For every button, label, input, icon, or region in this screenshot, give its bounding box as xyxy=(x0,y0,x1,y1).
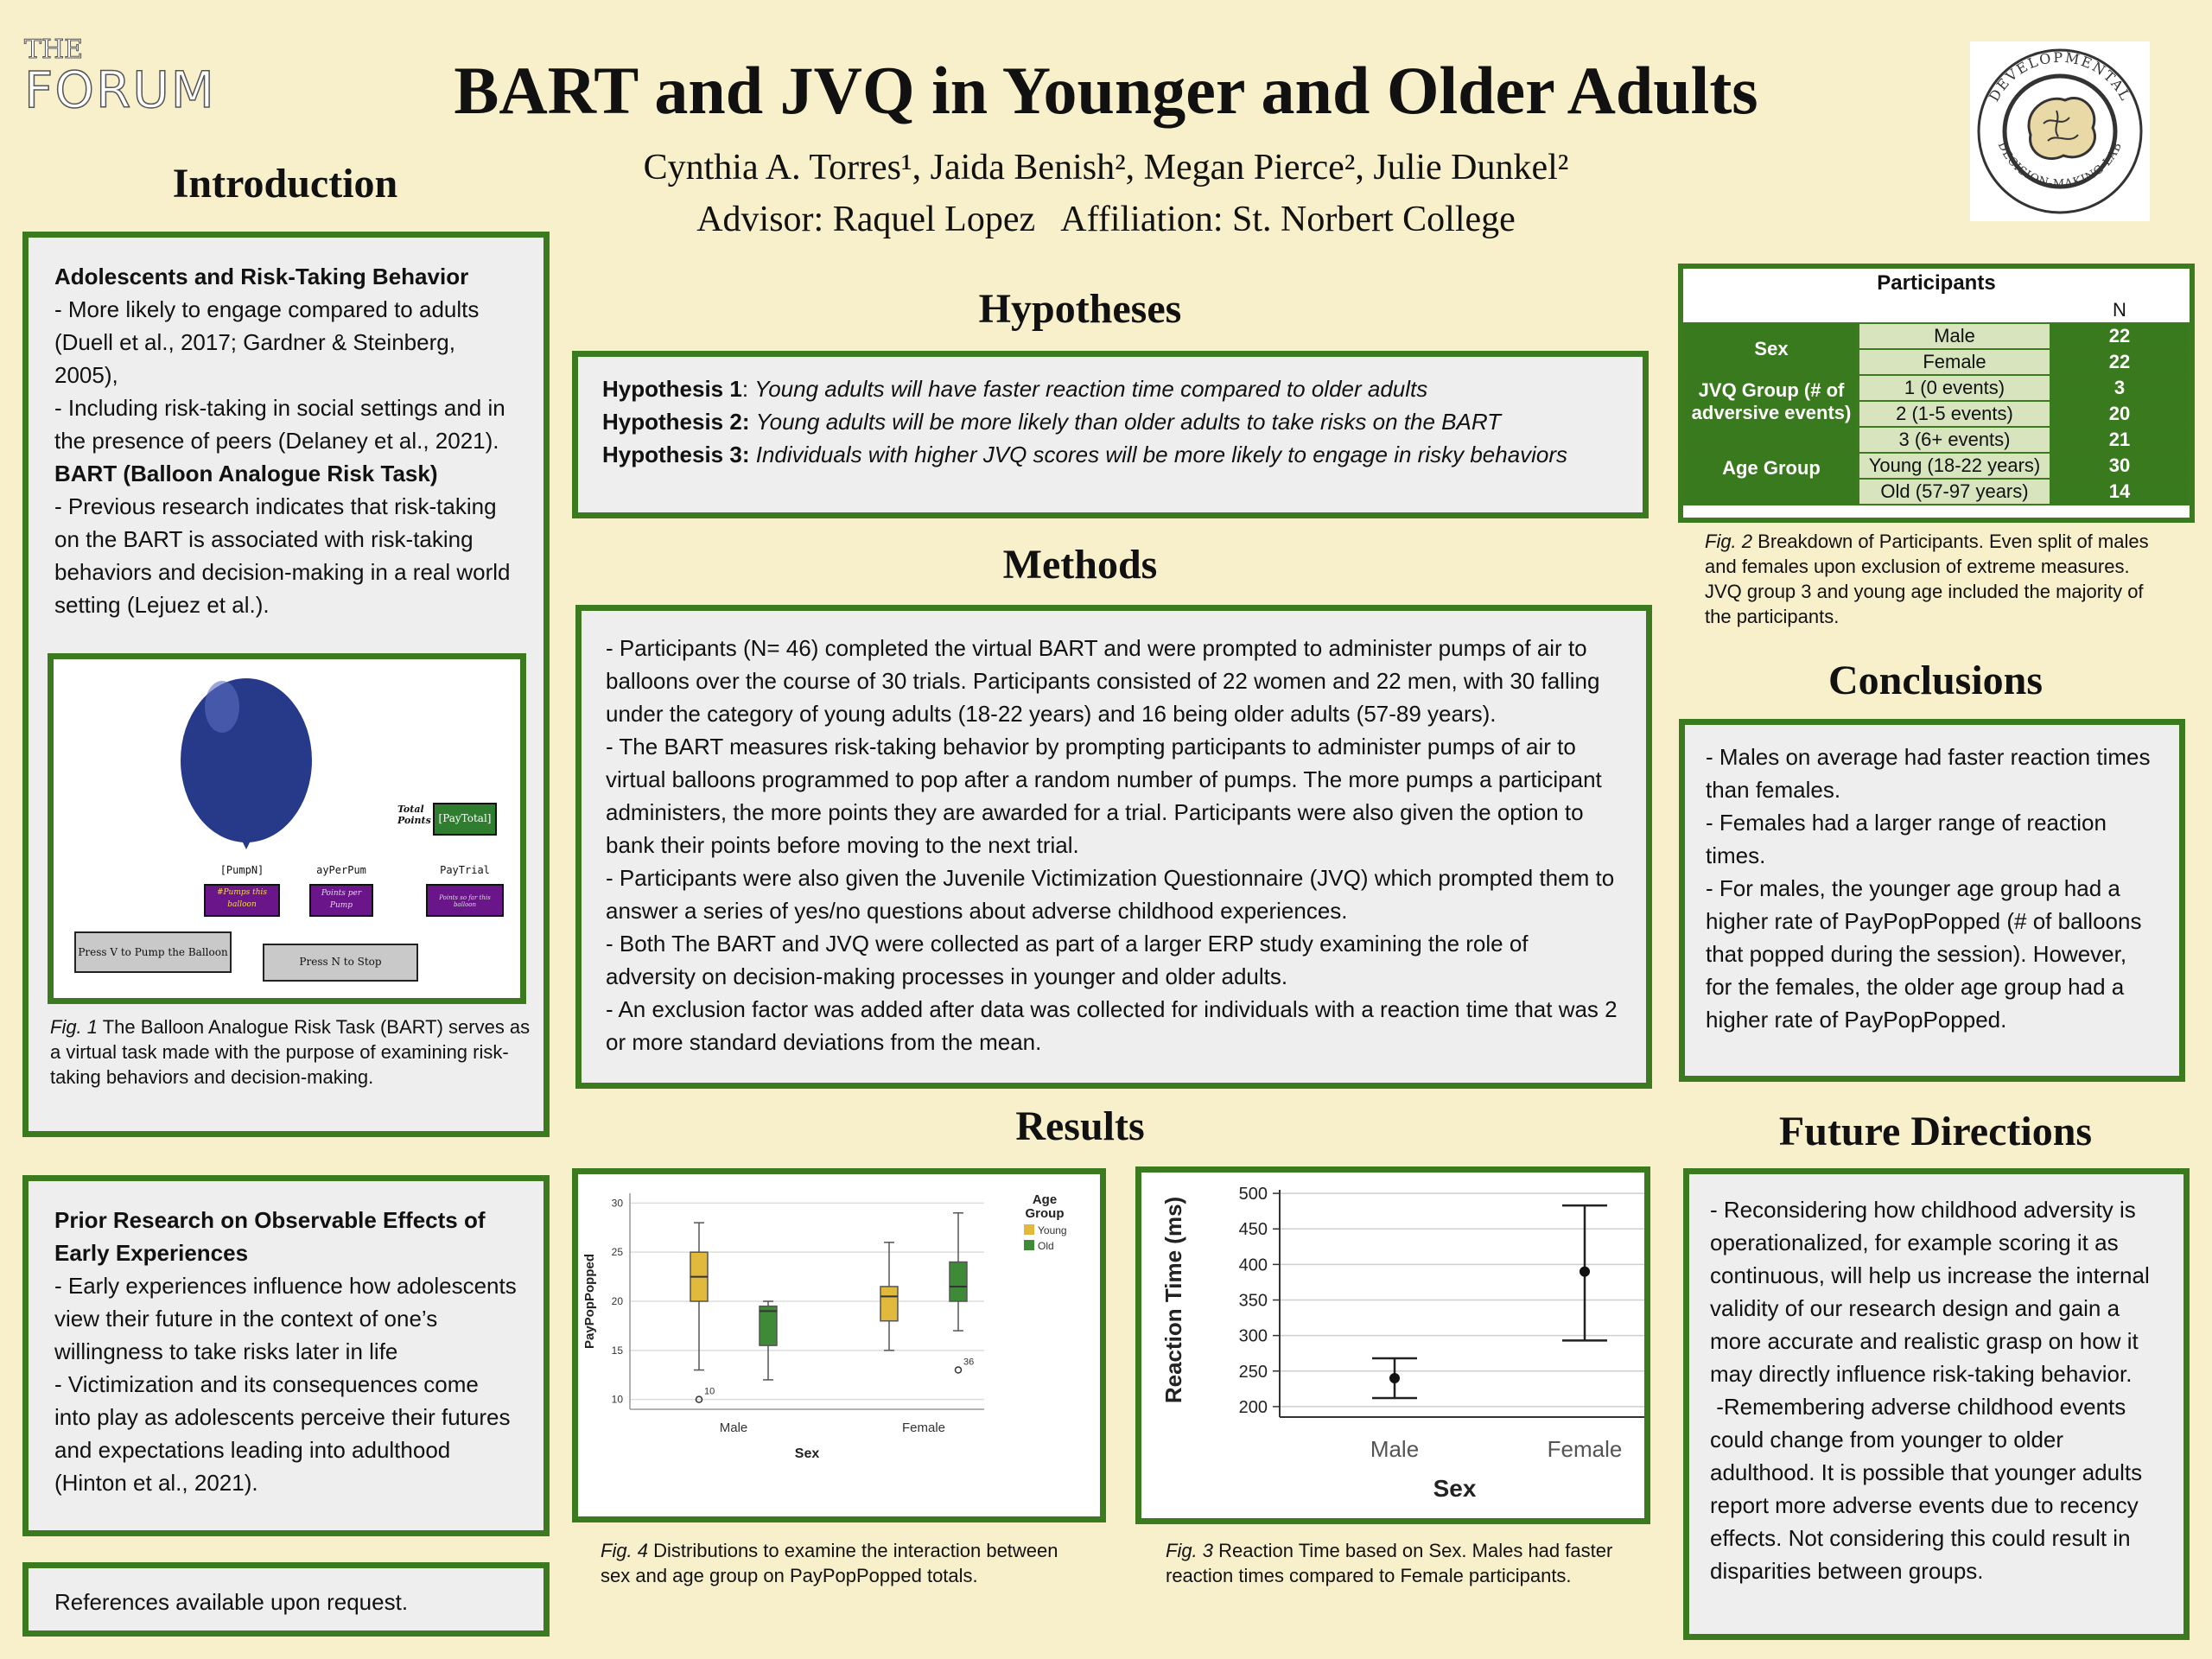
fig3-caption-label: Fig. 3 xyxy=(1166,1540,1214,1561)
fig4-y-tick: 20 xyxy=(611,1295,623,1307)
fig4-caption xyxy=(601,1538,1084,1588)
participants-level-jvq1: 1 (0 events) xyxy=(1859,375,2050,401)
participants-level-female: Female xyxy=(1859,349,2050,375)
fig4-caption-text: Distributions to examine the interaction between sex and age group on PayPopPopped totals. xyxy=(601,1540,1058,1586)
methods-line-5: - An exclusion factor was added after data was collected for individuals with a reaction time that was 2 or more standard deviations from the mean. xyxy=(606,996,1618,1055)
seal-top-text: DEVELOPMENTAL xyxy=(1985,48,2135,105)
stop-button-text: Press N to Stop xyxy=(299,956,382,968)
participants-table-box xyxy=(1678,264,2195,523)
fig3-caption-text: Reaction Time based on Sex. Males had faster reaction times compared to Female participants. xyxy=(1166,1540,1613,1586)
participants-level-jvq2: 2 (1-5 events) xyxy=(1859,401,2050,427)
fig4-chart-box xyxy=(572,1168,1106,1522)
references-text: References available upon request. xyxy=(54,1589,409,1615)
fig3-x-tick: Female xyxy=(1547,1436,1623,1462)
pay-total-text: [PayTotal] xyxy=(438,812,492,824)
results-title: Results xyxy=(1015,1103,1145,1149)
future-line-2: -Remembering adverse childhood events could change from younger to older adulthood. It is possible that younger adults report more adverse events due to recency effects. Not considering this could result in disparities between groups. xyxy=(1710,1394,2149,1584)
participants-level-old: Old (57-97 years) xyxy=(1859,479,2050,505)
fig3-y-tick: 500 xyxy=(1238,1185,1268,1205)
intro-heading-2: BART (Balloon Analogue Risk Task) xyxy=(54,461,438,486)
bart-figure xyxy=(48,653,526,1004)
hypothesis-2-label: Hypothesis 2: xyxy=(602,409,750,435)
methods-line-4: - Both The BART and JVQ were collected as part of a larger ERP study examining the role of adversity on decision-making processes in younger and older adults. xyxy=(606,931,1529,989)
fig3-x-label: Sex xyxy=(1433,1475,1477,1502)
fig4-legend-title-line1: Age xyxy=(1032,1192,1058,1207)
fig3-y-label: Reaction Time (ms) xyxy=(1160,1196,1186,1404)
fig4-caption-label: Fig. 4 xyxy=(601,1540,649,1561)
fig3-y-tick: 400 xyxy=(1238,1255,1268,1275)
participants-level-jvq3: 3 (6+ events) xyxy=(1859,427,2050,453)
hypothesis-2-sep xyxy=(750,409,756,435)
fig4-x-tick: Male xyxy=(719,1421,748,1435)
prior-research-line-2: - Victimization and its consequences come into play as adolescents perceive their futures and expectations leading into adulthood (Hinton et al., 2021). xyxy=(54,1371,511,1496)
fig3-y-tick: 450 xyxy=(1238,1220,1268,1240)
forum-logo-small: THE xyxy=(24,35,84,65)
fig4-outlier-label: 36 xyxy=(963,1357,975,1368)
participants-group-age: Age Group xyxy=(1684,453,1859,505)
fig4-boxplot xyxy=(578,1174,1100,1516)
fig3-y-tick: 250 xyxy=(1238,1362,1268,1382)
fig4-box-young xyxy=(880,1287,898,1321)
fig1-caption xyxy=(50,1014,534,1090)
future-directions-box xyxy=(1683,1168,2190,1640)
prior-research-box xyxy=(22,1175,550,1536)
trial-box-text: Points so far this balloon xyxy=(439,894,491,908)
fig4-outlier-label: 10 xyxy=(704,1386,715,1397)
fig3-caption xyxy=(1166,1538,1632,1588)
fig2-caption-label: Fig. 2 xyxy=(1705,531,1753,552)
participants-n-header: N xyxy=(2050,298,2189,323)
fig4-x-tick: Female xyxy=(901,1421,946,1435)
conclusions-line-3: - For males, the younger age group had a higher rate of PayPopPopped (# of balloons that popped during the session). However, for the females, the older age group had a higher rate of PayPopPopped. xyxy=(1706,875,2142,1033)
participants-table xyxy=(1683,269,2190,505)
references-box xyxy=(22,1562,550,1637)
methods-line-2: - The BART measures risk-taking behavior by prompting participants to administer pumps of air to virtual balloons programmed to pop after a random number of pumps. The more pumps a participant administers, the more points they are awarded for a trial. Participants were also given the option to bank their points before moving to the next trial. xyxy=(606,734,1602,858)
poster-title: BART and JVQ in Younger and Older Adults xyxy=(454,53,1758,128)
intro-para-2: - Previous research indicates that risk-taking on the BART is associated with risk-taking behaviors and decision-making in a real world setting (Lejuez et al.). xyxy=(54,493,511,618)
balloon-knot xyxy=(242,841,251,849)
hypothesis-2-text: Young adults will be more likely than older adults to take risks on the BART xyxy=(755,409,1502,435)
hypotheses-box xyxy=(572,351,1649,518)
hypothesis-3-sep xyxy=(750,442,756,467)
hypotheses-title: Hypotheses xyxy=(978,286,1182,332)
hypothesis-3-label: Hypothesis 3: xyxy=(602,442,750,467)
fig4-legend-title-line2: Group xyxy=(1025,1206,1065,1221)
fig3-chart-box xyxy=(1135,1166,1650,1524)
hypothesis-3-text: Individuals with higher JVQ scores will be more likely to engage in risky behaviors xyxy=(755,442,1568,467)
pumps-box-text: #Pumps this balloon xyxy=(216,888,268,909)
hypothesis-1-text: Young adults will have faster reaction time compared to older adults xyxy=(754,376,1428,402)
participants-n-old: 14 xyxy=(2050,479,2189,505)
fig3-errorbar xyxy=(1141,1173,1644,1518)
fig4-legend-label-young: Young xyxy=(1038,1224,1067,1236)
points-box-text: Points per Pump xyxy=(321,889,362,910)
lab-seal xyxy=(1970,41,2150,221)
participants-n-jvq1: 3 xyxy=(2050,375,2189,401)
conclusions-line-1: - Males on average had faster reaction times than females. xyxy=(1706,744,2151,803)
seal-bottom-text: DECISION-MAKING LAB xyxy=(1994,140,2126,191)
methods-line-3: - Participants were also given the Juvenile Victimization Questionnaire (JVQ) which prompted them to answer a series of yes/no questions about adverse childhood experiences. xyxy=(606,865,1615,924)
participants-title: Participants xyxy=(1684,269,2189,298)
introduction-title: Introduction xyxy=(172,161,398,207)
fig4-outlier xyxy=(956,1367,962,1373)
fig4-y-label: PayPopPopped xyxy=(582,1253,597,1350)
fig4-x-label: Sex xyxy=(794,1446,820,1461)
participants-n-male: 22 xyxy=(2050,323,2189,349)
prior-research-heading: Prior Research on Observable Effects of Early Experiences xyxy=(54,1207,486,1266)
fig3-y-tick: 300 xyxy=(1238,1326,1268,1346)
participants-n-jvq2: 20 xyxy=(2050,401,2189,427)
fig4-legend-label-old: Old xyxy=(1038,1240,1054,1252)
hypothesis-2 xyxy=(602,405,1618,438)
fig4-y-tick: 10 xyxy=(611,1393,623,1406)
pay-trial-label: PayTrial xyxy=(440,864,490,876)
participants-n-jvq3: 21 xyxy=(2050,427,2189,453)
participants-level-male: Male xyxy=(1859,323,2050,349)
conclusions-line-2: - Females had a larger range of reaction times. xyxy=(1706,810,2107,868)
fig4-box-old xyxy=(760,1306,777,1345)
hypothesis-3 xyxy=(602,438,1618,471)
pump-button-text: Press V to Pump the Balloon xyxy=(78,946,228,958)
conclusions-box xyxy=(1679,719,2185,1082)
authors: Cynthia A. Torres¹, Jaida Benish², Megan Pierce², Julie Dunkel² xyxy=(643,148,1569,188)
participants-n-young: 30 xyxy=(2050,453,2189,479)
balloon xyxy=(181,678,312,842)
fig3-mean-point xyxy=(1389,1373,1400,1383)
pay-per-pump-label: ayPerPum xyxy=(316,864,366,876)
intro-para-1a: - More likely to engage compared to adults (Duell et al., 2017; Gardner & Steinberg, 2005), xyxy=(54,296,480,388)
participants-n-female: 22 xyxy=(2050,349,2189,375)
participants-group-jvq: JVQ Group (# of adversive events) xyxy=(1684,375,1859,453)
fig4-y-tick: 15 xyxy=(611,1344,623,1357)
fig4-y-tick: 25 xyxy=(611,1246,623,1259)
hypothesis-1-label: Hypothesis 1 xyxy=(602,376,742,402)
fig4-box-old xyxy=(950,1262,967,1301)
fig3-y-tick: 200 xyxy=(1238,1397,1268,1417)
methods-line-1: - Participants (N= 46) completed the virtual BART and were prompted to administer pumps of air to balloons over the course of 30 trials. Participants consisted of 22 women and 22 men, with 30 falling under the category of young adults (18-22 years) and 16 being older adults (57-89 years). xyxy=(606,635,1600,727)
conclusions-title: Conclusions xyxy=(1827,658,2044,703)
fig4-y-tick: 30 xyxy=(611,1197,623,1210)
future-directions-title: Future Directions xyxy=(1778,1109,2093,1154)
fig4-legend-swatch-young xyxy=(1024,1224,1034,1235)
fig2-caption xyxy=(1705,529,2171,629)
hypothesis-1 xyxy=(602,372,1618,405)
methods-title: Methods xyxy=(1002,542,1158,588)
fig3-y-tick: 350 xyxy=(1238,1291,1268,1311)
prior-research-line-1: - Early experiences influence how adolescents view their future in the context of one’s willingness to take risks later in life xyxy=(54,1273,517,1364)
fig1-caption-text: The Balloon Analogue Risk Task (BART) serves as a virtual task made with the purpose of examining risk-taking behaviors and decision-making. xyxy=(50,1016,531,1088)
intro-para-1b: - Including risk-taking in social settings and in the presence of peers (Delaney et al., 2021). xyxy=(54,395,505,454)
participants-level-young: Young (18-22 years) xyxy=(1859,453,2050,479)
pump-n-label: [PumpN] xyxy=(219,864,264,876)
hypothesis-1-sep: : xyxy=(741,376,755,402)
participants-group-sex: Sex xyxy=(1684,323,1859,375)
future-line-1: - Reconsidering how childhood adversity is operationalized, for example scoring it as continuous, will help us increase the internal validity of our research design and gain a more accurate and realistic grasp on how it may directly influence risk-taking behavior. xyxy=(1710,1197,2150,1387)
fig4-legend-swatch-old xyxy=(1024,1240,1034,1250)
forum-logo xyxy=(24,35,216,130)
fig1-caption-label: Fig. 1 xyxy=(50,1016,99,1038)
fig3-x-tick: Male xyxy=(1370,1436,1420,1462)
fig3-mean-point xyxy=(1580,1267,1590,1277)
fig2-caption-text: Breakdown of Participants. Even split of males and females upon exclusion of extreme measures. JVQ group 3 and young age included the majority of the participants. xyxy=(1705,531,2149,627)
forum-logo-big: FORUM xyxy=(24,60,216,119)
methods-box xyxy=(575,605,1652,1089)
total-points-label: Total Points xyxy=(397,804,431,826)
intro-heading-1: Adolescents and Risk-Taking Behavior xyxy=(54,264,469,289)
advisor-affiliation: Advisor: Raquel Lopez Affiliation: St. Norbert College xyxy=(696,200,1516,239)
